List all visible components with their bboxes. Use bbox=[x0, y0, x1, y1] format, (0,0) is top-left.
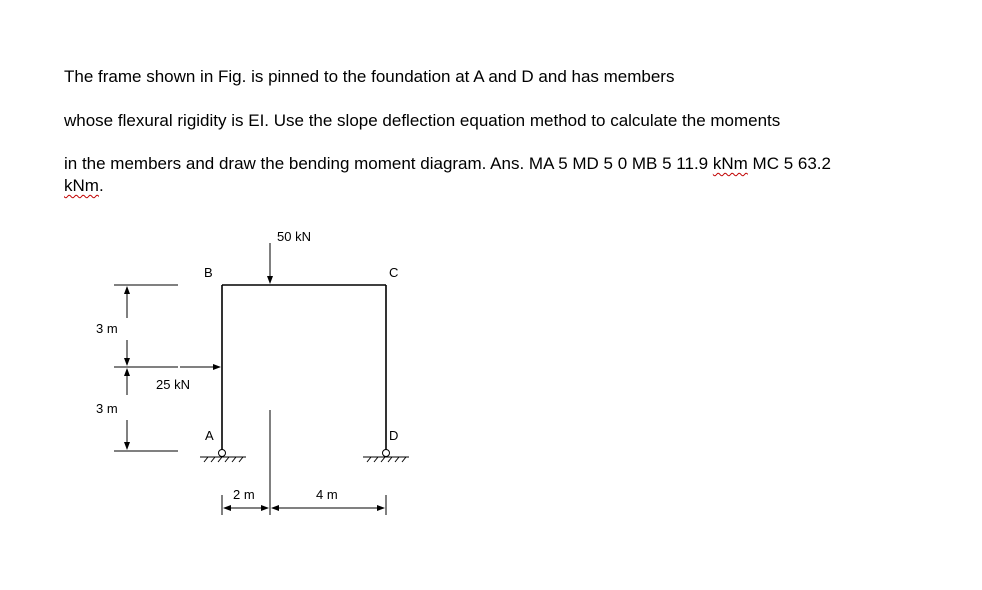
node-label-d: D bbox=[389, 428, 399, 443]
problem-line-3-text: in the members and draw the bending moment diagram. Ans. MA 5 MD 5 0 MB 5 11.9 bbox=[64, 154, 713, 173]
node-label-c: C bbox=[389, 265, 399, 280]
problem-line-1: The frame shown in Fig. is pinned to the foundation at A and D and has members bbox=[64, 67, 675, 86]
problem-line-2: whose flexural rigidity is EI. Use the slope deflection equation method to calculate the moments bbox=[64, 111, 781, 130]
dim-label-upper: 3 m bbox=[96, 321, 118, 336]
node-label-a: A bbox=[205, 428, 214, 443]
problem-line-3-end: MC 5 63.2 bbox=[747, 154, 831, 173]
spellcheck-word-knm: kNm bbox=[712, 154, 748, 173]
problem-line-4-end: . bbox=[98, 176, 104, 195]
frame-members bbox=[222, 285, 386, 450]
node-label-b: B bbox=[204, 265, 213, 280]
dim-label-left: 2 m bbox=[233, 487, 255, 502]
vertical-dimension bbox=[114, 285, 178, 451]
dim-label-lower: 3 m bbox=[96, 401, 118, 416]
load-label-50kn: 50 kN bbox=[277, 229, 311, 244]
pin-support-d bbox=[363, 450, 409, 463]
spellcheck-word-knm-2: kNm bbox=[64, 176, 99, 195]
pin-support-a bbox=[200, 450, 246, 463]
load-label-25kn: 25 kN bbox=[156, 377, 190, 392]
dim-label-right: 4 m bbox=[316, 487, 338, 502]
